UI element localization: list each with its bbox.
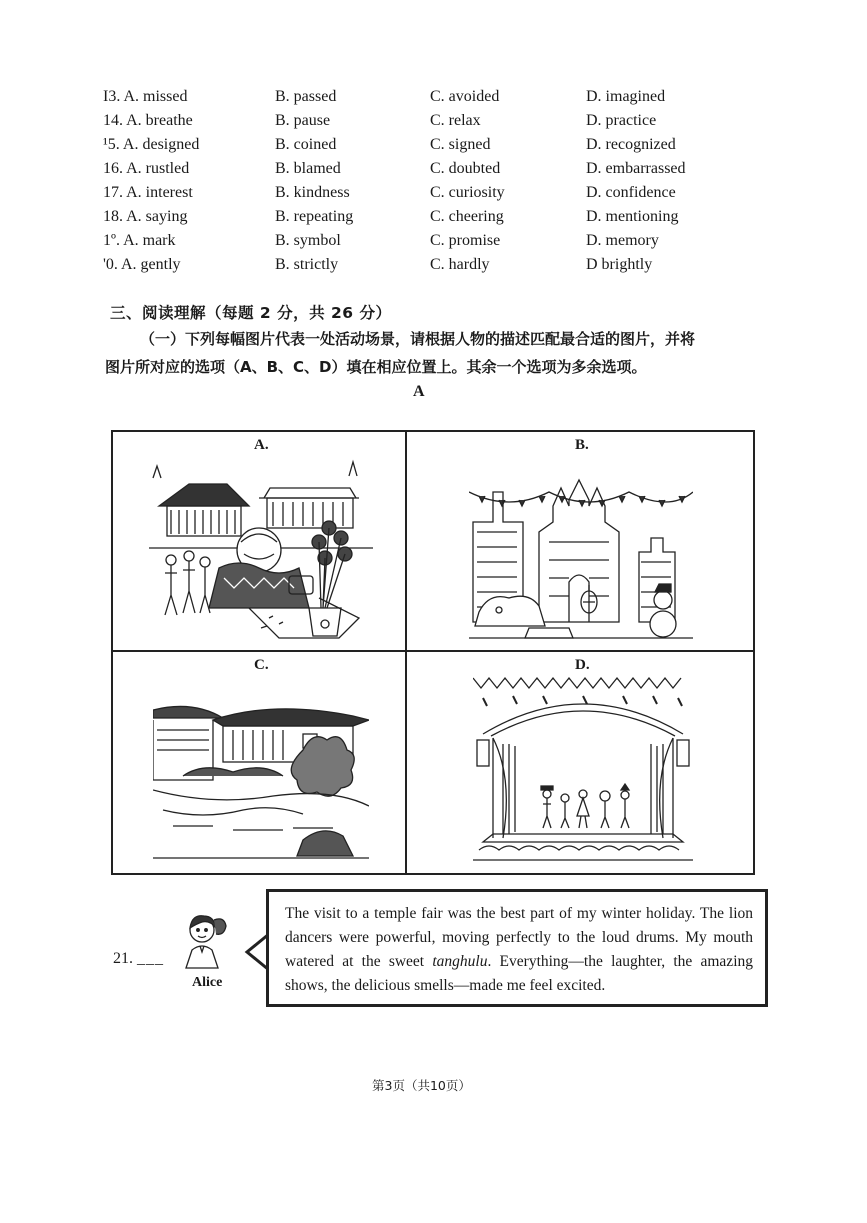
question-number	[113, 950, 164, 968]
option-c: C. curiosity	[430, 184, 505, 201]
option-d: D. imagined	[586, 88, 666, 105]
option-d: D. embarrassed	[586, 160, 686, 177]
option-a: '0. A. gently	[103, 256, 181, 273]
picture-grid	[111, 430, 755, 875]
picture-d	[407, 652, 753, 873]
option-a: I3. A. missed	[103, 88, 188, 105]
garden-illustration	[153, 680, 369, 868]
option-b: B. passed	[275, 88, 337, 105]
option-a: 14. A. breathe	[103, 112, 193, 129]
option-c: C. hardly	[430, 256, 490, 273]
picture-b-label: B.	[575, 437, 589, 453]
option-b: B. repeating	[275, 208, 354, 225]
theater-stage-illustration	[473, 674, 693, 870]
page-footer: 第3页（共10页）	[372, 1078, 471, 1093]
speaker-name: Alice	[192, 975, 223, 990]
option-c: C. doubted	[430, 160, 501, 177]
picture-b	[407, 432, 753, 650]
option-d: D. mentioning	[586, 208, 679, 225]
instruction-line-1: （一）下列每幅图片代表一处活动场景，请根据人物的描述匹配最合适的图片，并将	[140, 330, 696, 348]
picture-a-label: A.	[254, 437, 269, 453]
option-a: ¹5. A. designed	[103, 136, 200, 153]
option-d: D. memory	[586, 232, 659, 249]
question-number-text: 21.	[113, 950, 133, 967]
option-c: C. signed	[430, 136, 491, 153]
option-c: C. promise	[430, 232, 501, 249]
option-b: B. strictly	[275, 256, 339, 273]
option-b: B. blamed	[275, 160, 341, 177]
temple-fair-illustration	[149, 458, 373, 648]
speech-text-italic: tanghulu	[432, 953, 488, 970]
section-heading: 三、阅读理解（每题 2 分，共 26 分）	[110, 304, 392, 322]
option-b: B. symbol	[275, 232, 341, 249]
option-d: D. confidence	[586, 184, 676, 201]
option-d: D. recognized	[586, 136, 676, 153]
picture-a	[113, 432, 405, 650]
option-a: 18. A. saying	[103, 208, 188, 225]
picture-c-label: C.	[254, 657, 269, 673]
option-d: D brightly	[586, 256, 653, 273]
option-a: 1º. A. mark	[103, 232, 176, 249]
speech-text-part-2: . Everything—the laughter, the amazing shows, the delicious smells—made me feel excited.	[285, 953, 753, 994]
instruction-line-2: 图片所对应的选项（A、B、C、D）填在相应位置上。其余一个选项为多余选项。	[105, 358, 647, 376]
option-c: C. avoided	[430, 88, 500, 105]
option-b: B. kindness	[275, 184, 350, 201]
option-a: 16. A. rustled	[103, 160, 190, 177]
option-c: C. relax	[430, 112, 481, 129]
answer-blank[interactable]: ___	[137, 950, 164, 967]
option-a: 17. A. interest	[103, 184, 193, 201]
option-d: D. practice	[586, 112, 657, 129]
picture-c	[113, 652, 405, 873]
option-b: B. coined	[275, 136, 337, 153]
ice-festival-illustration	[469, 452, 693, 648]
option-b: B. pause	[275, 112, 331, 129]
part-label: A	[413, 383, 425, 400]
picture-d-label: D.	[575, 657, 590, 673]
speech-bubble	[266, 889, 768, 1007]
option-c: C. cheering	[430, 208, 504, 225]
alice-avatar	[178, 906, 230, 970]
speech-text-part-1: The visit to a temple fair was the best part of my winter holiday. The lion dancers were powerful, moving perfectly to the loud drums. My mouth watered at the sweet	[285, 905, 753, 970]
